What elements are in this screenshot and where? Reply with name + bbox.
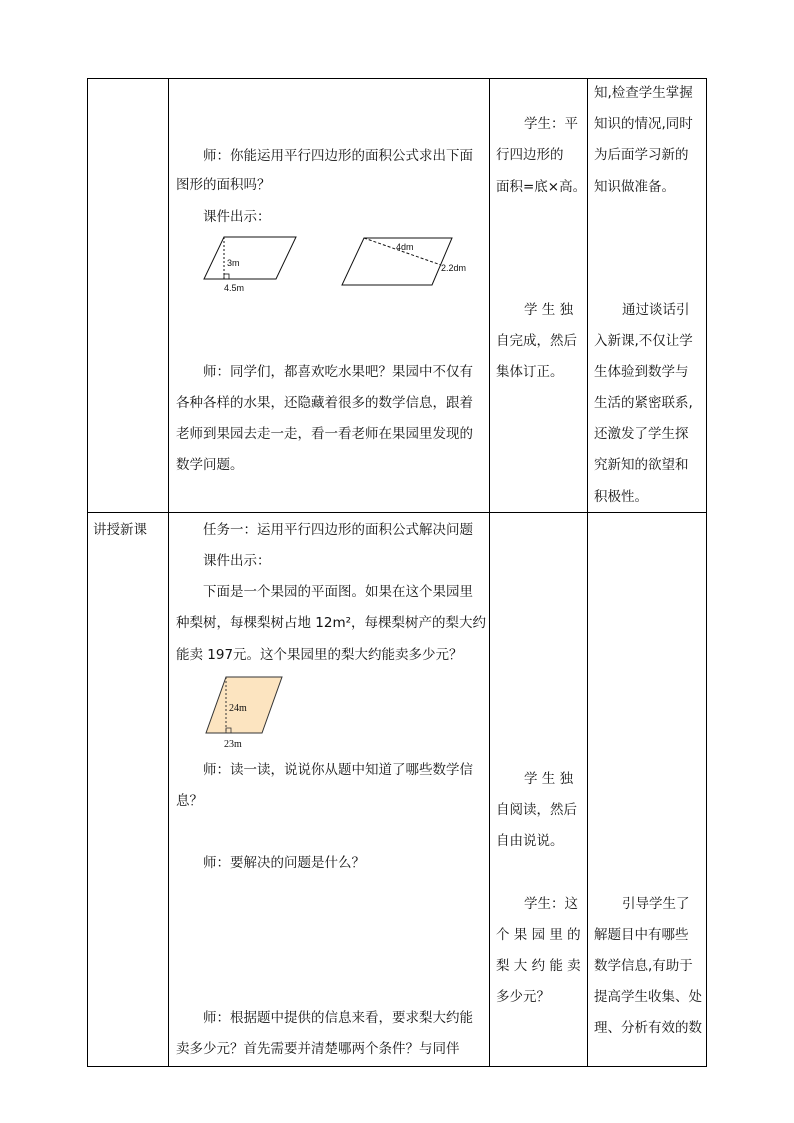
table-col-divider-3 bbox=[587, 78, 588, 1067]
table-border-right bbox=[706, 78, 707, 1067]
height-label: 24m bbox=[229, 703, 247, 714]
design-intent-line: 数学信息,有助于 bbox=[594, 958, 693, 974]
task-line: 任务一：运用平行四边形的面积公式解决问题 bbox=[203, 522, 473, 538]
side-label: 2.2dm bbox=[441, 263, 467, 273]
design-intent-line: 引导学生了 bbox=[622, 896, 690, 912]
student-activity-line: 多少元？ bbox=[496, 989, 550, 1005]
right-angle-mark bbox=[224, 274, 229, 279]
student-activity-line: 自由说说。 bbox=[496, 833, 564, 849]
teacher-line: 图形的面积吗？ bbox=[176, 177, 271, 193]
design-intent-line: 理、分析有效的数 bbox=[594, 1020, 702, 1036]
design-intent-line: 知识的情况,同时 bbox=[594, 116, 693, 132]
design-intent-line: 积极性。 bbox=[594, 489, 648, 505]
design-intent-line: 解题目中有哪些 bbox=[594, 927, 689, 943]
teacher-line: 数学问题。 bbox=[176, 457, 244, 473]
base-label: 23m bbox=[224, 739, 242, 750]
diagonal-label: 4dm bbox=[396, 242, 414, 252]
parallelogram-figure-2 bbox=[340, 232, 475, 292]
teacher-line: 老师到果园去走一走，看一看老师在果园里发现的 bbox=[176, 426, 473, 442]
student-activity-line: 学生：平 bbox=[524, 116, 578, 132]
teacher-line: 师：你能运用平行四边形的面积公式求出下面 bbox=[203, 148, 473, 164]
height-label: 3m bbox=[227, 258, 240, 268]
student-activity-line: 自阅读，然后 bbox=[496, 802, 577, 818]
parallelogram-shape bbox=[204, 237, 296, 279]
teacher-question-line: 师：根据题中提供的信息来看，要求梨大约能 bbox=[203, 1010, 473, 1026]
student-activity-line: 学 生 独 bbox=[524, 302, 574, 318]
stage-label: 讲授新课 bbox=[93, 522, 147, 538]
task-line: 种梨树，每棵梨树占地 12m²，每棵梨树产的梨大约 bbox=[176, 615, 487, 631]
student-activity-line: 学 生 独 bbox=[524, 771, 574, 787]
student-activity-line: 个 果 园 里 的 bbox=[496, 927, 581, 943]
table-col-divider-2 bbox=[489, 78, 490, 1067]
design-intent-line: 生活的紧密联系, bbox=[594, 395, 693, 411]
design-intent-line: 为后面学习新的 bbox=[594, 147, 689, 163]
teacher-question-line: 师：要解决的问题是什么？ bbox=[203, 855, 365, 871]
task-line: 课件出示： bbox=[203, 553, 271, 569]
design-intent-line: 究新知的欲望和 bbox=[594, 457, 689, 473]
design-intent-line: 入新课,不仅让学 bbox=[594, 333, 693, 349]
teacher-line: 课件出示： bbox=[203, 209, 271, 225]
table-border-left bbox=[87, 78, 88, 1067]
teacher-question-line: 师：读一读，说说你从题中知道了哪些数学信 bbox=[203, 762, 473, 778]
student-activity-line: 面积=底×高。 bbox=[496, 179, 587, 195]
student-activity-line: 梨 大 约 能 卖 bbox=[496, 958, 581, 974]
teacher-line: 师：同学们，都喜欢吃水果吧？果园中不仅有 bbox=[203, 364, 473, 380]
student-activity-line: 自完成，然后 bbox=[496, 333, 577, 349]
table-border-bottom bbox=[87, 1066, 707, 1067]
orchard-plan-figure bbox=[200, 672, 290, 752]
task-line: 能卖 197元。这个果园里的梨大约能卖多少元？ bbox=[176, 647, 463, 663]
design-intent-line: 知识做准备。 bbox=[594, 179, 675, 195]
student-activity-line: 学生：这 bbox=[524, 896, 578, 912]
table-col-divider-1 bbox=[168, 78, 169, 1067]
student-activity-line: 行四边形的 bbox=[496, 147, 564, 163]
student-activity-line: 集体订正。 bbox=[496, 364, 564, 380]
base-label: 4.5m bbox=[224, 283, 245, 293]
design-intent-line: 还激发了学生探 bbox=[594, 426, 689, 442]
design-intent-line: 知,检查学生掌握 bbox=[594, 85, 693, 101]
teacher-line: 各种各样的水果，还隐藏着很多的数学信息，跟着 bbox=[176, 395, 473, 411]
design-intent-line: 提高学生收集、处 bbox=[594, 989, 702, 1005]
teacher-question-line: 息？ bbox=[176, 793, 203, 809]
design-intent-line: 生体验到数学与 bbox=[594, 364, 689, 380]
design-intent-line: 通过谈话引 bbox=[622, 302, 690, 318]
teacher-question-line: 卖多少元？首先需要并清楚哪两个条件？与同伴 bbox=[176, 1041, 460, 1057]
task-line: 下面是一个果园的平面图。如果在这个果园里 bbox=[203, 584, 473, 600]
table-row-divider bbox=[87, 512, 707, 513]
parallelogram-figure-1 bbox=[200, 232, 305, 294]
